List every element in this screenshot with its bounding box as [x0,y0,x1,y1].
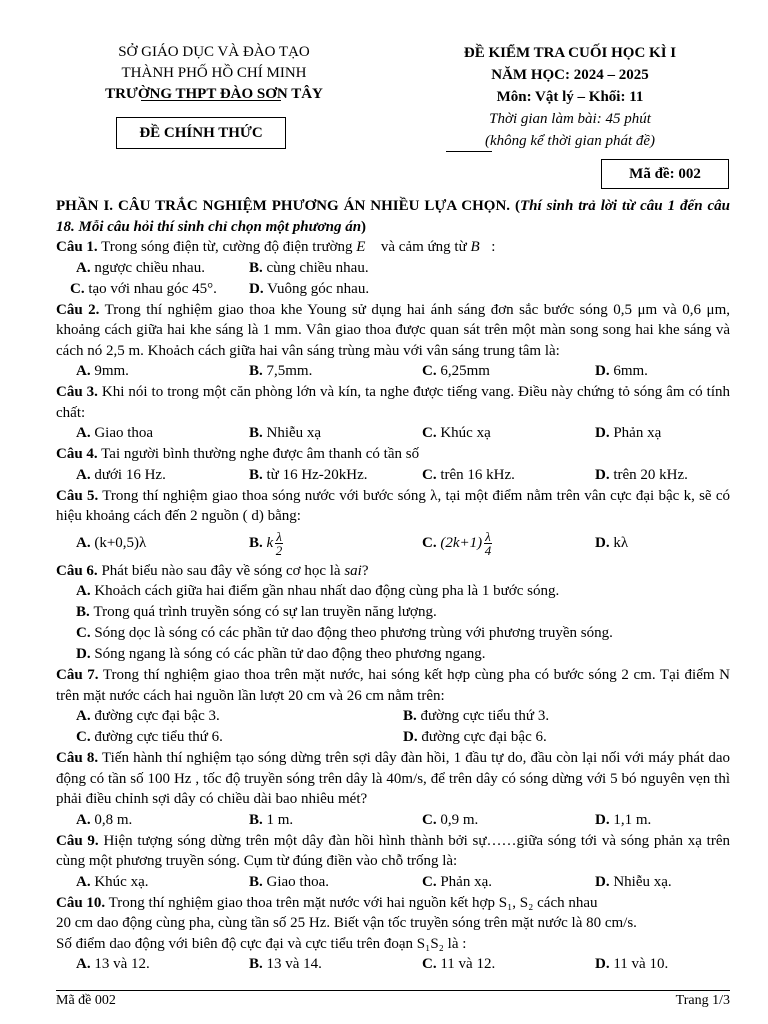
option-c[interactable]: C. trên 16 kHz. [422,466,515,483]
question-9-options [56,872,730,893]
question-8-options [56,810,730,831]
exam-header [420,42,720,152]
option-c[interactable]: C. Phản xạ. [422,873,493,890]
question-6-option-d[interactable]: D. Sóng ngang là sóng có các phần tử dao động theo phương ngang. [76,646,486,663]
option-c[interactable]: C. Khúc xạ [422,425,491,442]
question-7-options-row2 [56,727,730,748]
question-2-options [56,361,730,382]
option-d[interactable]: D. 1,1 m. [595,811,652,828]
option-b[interactable]: B. k $\frac{\lambda}{2}$ [249,529,283,558]
question-10-options [56,954,730,975]
option-d[interactable]: D. trên 20 kHz. [595,466,688,483]
question-4-options [56,465,730,486]
option-c[interactable]: C. tạo với nhau góc 45°. [70,280,217,297]
duration-underline [446,151,492,152]
option-b[interactable]: B. 7,5mm. [249,363,313,380]
department-name: SỞ GIÁO DỤC VÀ ĐÀO TẠO [118,44,310,60]
question-6: Câu 6. Phát biểu nào sau đây về sóng cơ học là sai? [56,562,369,579]
footer-divider [56,990,730,991]
option-a[interactable]: A. dưới 16 Hz. [76,466,166,483]
option-c[interactable]: C. 0,9 m. [422,811,479,828]
question-1: Câu 1. Trong sóng điện từ, cường độ điện trường E⃗ và cảm ứng từ B⃗: [56,239,496,255]
electric-field-symbol: E⃗ [356,239,378,255]
option-b[interactable]: B. 1 m. [249,811,294,828]
question-8: Câu 8. Tiến hành thí nghiệm tạo sóng dừng trên sợi dây đàn hồi, 1 đầu tự do, đầu còn lại nối với máy phát dao động có tần số 100 Hz , tốc độ truyền sóng trên dây là 40m/s, để trên dây có sóng dừng với 5 bó nguyên vẹn thì phải điều chỉnh sợi dây có chiều dài bao nhiêu mét? [56,750,730,807]
question-1-options-row2 [56,279,730,300]
option-a[interactable]: A. ngược chiều nhau. [76,259,205,276]
footer-page-number: Trang 1/3 [675,993,730,1008]
question-10: Câu 10. Trong thí nghiệm giao thoa trên mặt nước với hai nguồn kết hợp S₁, S₂ cách nhau [56,894,598,911]
option-d[interactable]: D. 11 và 10. [595,956,669,973]
option-d[interactable]: D. kλ [595,535,629,552]
option-b[interactable]: B. Nhiễu xạ [249,425,322,442]
option-a[interactable]: A. Khúc xạ. [76,873,149,890]
option-c[interactable]: C. 6,25mm [422,363,490,380]
school-header [64,42,364,105]
option-a[interactable]: A. 0,8 m. [76,811,133,828]
footer-exam-code: Mã đề 002 [56,993,116,1008]
question-7: Câu 7. Trong thí nghiệm giao thoa trên mặt nước, hai sóng kết hợp cùng pha có bước sóng 2 cm. Tại điểm N trên mặt nước cách hai nguồn lần lượt 20 cm và 26 cm nằm trên: [56,667,730,704]
question-4: Câu 4. Tai người bình thường nghe được âm thanh có tần số [56,446,420,462]
question-7-options-row1 [56,706,730,727]
question-6-option-a[interactable]: A. Khoảch cách giữa hai điểm gần nhau nhất dao động cùng pha là 1 bước sóng. [76,583,560,600]
option-c[interactable]: C. đường cực tiểu thứ 6. [76,729,223,746]
question-10-line3: Số điểm dao động với biên độ cực đại và cực tiểu trên đoạn S₁S₂ là : [56,935,467,952]
school-name-underline [141,100,281,101]
option-a[interactable]: A. Giao thoa [76,425,154,442]
school-name: TRƯỜNG THPT ĐÀO SƠN TÂY [105,86,323,102]
exam-body [56,196,730,975]
question-1-options-row1 [56,258,730,279]
duration-note: (không kể thời gian phát đề) [484,133,656,149]
question-3-options [56,423,730,444]
option-c[interactable]: C. (2k+1) $\frac{\lambda}{4}$ [422,529,492,558]
option-b[interactable]: B. từ 16 Hz-20kHz. [249,466,368,483]
section-title: PHẦN I. CÂU TRẮC NGHIỆM PHƯƠNG ÁN NHIỀU LỰA CHỌN. (Thí sinh trả lời từ câu 1 đến câu 18. Mỗi câu hỏi thí sinh chỉ chọn một phương án) [56,198,731,235]
fraction-lambda-over-4: $\frac{\lambda}{4}$ [484,529,492,558]
option-b[interactable]: B. Giao thoa. [249,873,329,890]
exam-code-box: Mã đề: 002 [601,159,729,189]
option-a[interactable]: A. đường cực đại bậc 3. [76,708,220,725]
subject-grade: Môn: Vật lý – Khối: 11 [496,89,644,105]
option-c[interactable]: C. 11 và 12. [422,956,496,973]
question-9: Câu 9. Hiện tượng sóng dừng trên một dây đàn hồi hình thành bởi sự……giữa sóng tới và sóng phản xạ trên cùng một phương truyền sóng. Cụm từ đúng điền vào chỗ trống là: [56,832,730,869]
exam-title: ĐỀ KIỂM TRA CUỐI HỌC KÌ I [463,45,677,61]
option-d[interactable]: D. đường cực đại bậc 6. [403,729,547,746]
option-b[interactable]: B. đường cực tiểu thứ 3. [403,708,550,725]
magnetic-field-symbol: B⃗ [470,239,492,255]
question-5-options [56,527,730,561]
question-10-line2: 20 cm dao động cùng pha, cùng tần số 25 Hz. Biết vận tốc truyền sóng trên mặt nước là 80 cm/s. [56,915,637,931]
option-a[interactable]: A. 13 và 12. [76,956,150,973]
city-name: THÀNH PHỐ HỒ CHÍ MINH [121,65,307,81]
fraction-lambda-over-2: $\frac{\lambda}{2}$ [275,529,283,558]
question-6-option-c[interactable]: C. Sóng dọc là sóng có các phần tử dao động theo phương trùng với phương truyền sóng. [76,625,613,642]
official-exam-box: ĐỀ CHÍNH THỨC [116,117,286,149]
option-d[interactable]: D. Nhiễu xạ. [595,873,672,890]
option-d[interactable]: D. Phản xạ [595,425,662,442]
option-b[interactable]: B. cùng chiều nhau. [249,259,369,276]
option-d[interactable]: D. Vuông góc nhau. [249,280,370,297]
question-6-option-b[interactable]: B. Trong quá trình truyền sóng có sự lan truyền năng lượng. [76,604,437,621]
question-2: Câu 2. Trong thí nghiệm giao thoa khe Young sử dụng hai ánh sáng đơn sắc bước sóng 0,5 μm và 0,6 μm, khoảng cách giữa hai khe sáng là 1 mm. Vân giao thoa được quan sát trên một màn song song hai khe sáng và cách nó 2,5 m. Khoảch cách giữa hai vân sáng trùng màu với vân sáng trung tâm là: [56,301,730,359]
school-year: NĂM HỌC: 2024 – 2025 [491,67,649,83]
exam-duration: Thời gian làm bài: 45 phút [489,111,651,127]
question-3: Câu 3. Khi nói to trong một căn phòng lớn và kín, ta nghe được tiếng vang. Điều này chứng tỏ sóng âm có tính chất: [56,384,730,421]
question-5: Câu 5. Trong thí nghiệm giao thoa sóng nước với bước sóng λ, tại một điểm nằm trên vân cực đại bậc k, sẽ có hiệu khoảng cách đến 2 nguồn ( d) bằng: [56,487,730,524]
option-a[interactable]: A. (k+0,5)λ [76,535,147,552]
option-d[interactable]: D. 6mm. [595,363,648,380]
option-b[interactable]: B. 13 và 14. [249,956,322,973]
option-a[interactable]: A. 9mm. [76,363,129,380]
